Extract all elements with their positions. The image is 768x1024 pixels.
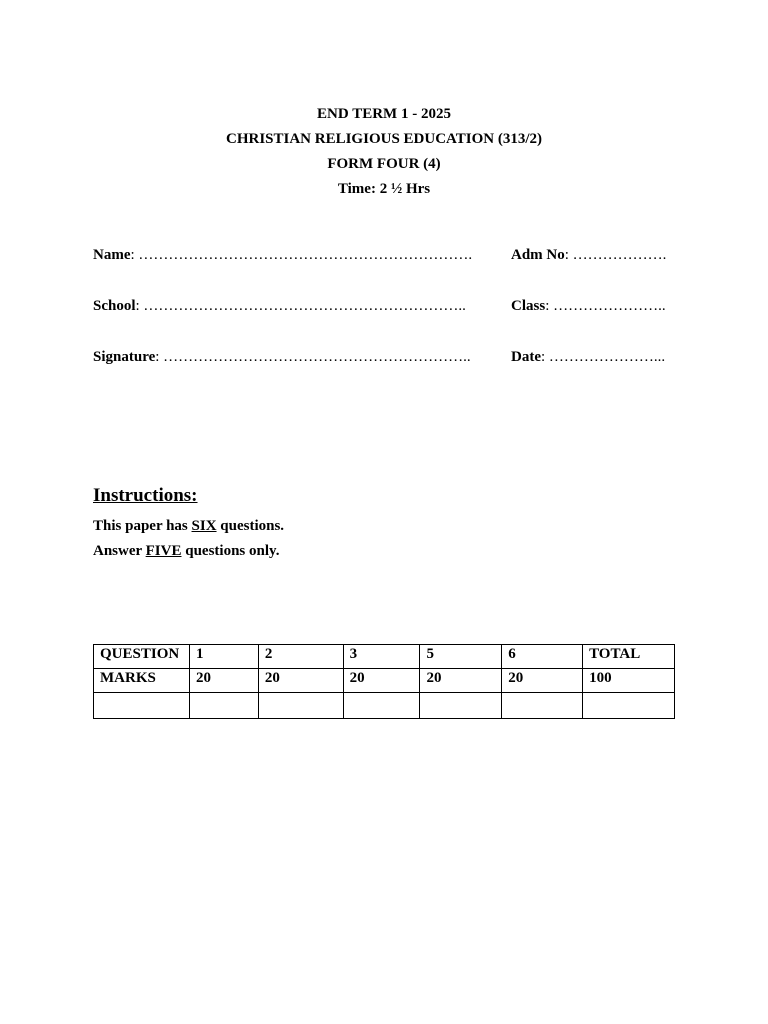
class-label: Class [511,298,546,314]
score-entry-cell[interactable] [343,693,420,719]
adm-no-label: Adm No [511,247,565,263]
table-cell: 20 [420,669,502,693]
table-row-marks [94,669,675,693]
adm-no-dots: : ………………. [564,247,667,263]
date-label: Date [511,349,541,365]
adm-no-field[interactable] [511,245,666,265]
name-label: Name [93,247,131,263]
table-cell: QUESTION [94,645,190,669]
instruction-1-pre: This paper has [93,518,192,534]
signature-dots: : …………………………………………………….. [155,349,471,365]
instruction-line-2 [93,541,693,566]
field-row-school [93,296,693,347]
table-row-question [94,645,675,669]
table-cell: 5 [420,645,502,669]
name-dots: : …………………………………………………………. [130,247,473,263]
signature-label: Signature [93,349,156,365]
field-row-name [93,245,693,296]
table-row-score-entry [94,693,675,719]
instruction-2-pre: Answer [93,543,146,559]
signature-field[interactable] [93,347,471,367]
score-entry-cell[interactable] [189,693,258,719]
instruction-1-emphasis: SIX [191,518,217,534]
date-dots: : …………………... [541,349,666,365]
school-field[interactable] [93,296,466,316]
class-field[interactable] [511,296,666,316]
table-cell: 6 [502,645,583,669]
name-field[interactable] [93,245,472,265]
school-label: School [93,298,136,314]
instructions-section [93,484,693,566]
exam-subject: CHRISTIAN RELIGIOUS EDUCATION (313/2) [225,131,543,147]
score-entry-cell[interactable] [420,693,502,719]
table-cell: 20 [258,669,343,693]
instruction-2-post: questions only. [181,543,280,559]
table-cell: 20 [343,669,420,693]
instruction-1-post: questions. [216,518,285,534]
score-entry-cell[interactable] [94,693,190,719]
table-cell: MARKS [94,669,190,693]
table-cell: TOTAL [583,645,675,669]
table-cell: 2 [258,645,343,669]
table-cell: 3 [343,645,420,669]
school-dots: : ……………………………………………………….. [135,298,466,314]
table-cell: 20 [502,669,583,693]
score-entry-cell[interactable] [258,693,343,719]
instruction-line-1 [93,516,693,541]
exam-term: END TERM 1 - 2025 [317,106,451,122]
table-cell: 100 [583,669,675,693]
date-field[interactable] [511,347,665,367]
exam-header [0,104,768,204]
instructions-heading: Instructions: [93,485,198,506]
instruction-2-emphasis: FIVE [145,543,182,559]
exam-form: FORM FOUR (4) [327,156,441,172]
field-row-signature [93,347,693,398]
score-entry-cell[interactable] [502,693,583,719]
score-entry-cell[interactable] [583,693,675,719]
table-cell: 1 [189,645,258,669]
candidate-details [93,245,693,398]
exam-time: Time: 2 ½ Hrs [337,181,431,197]
table-cell: 20 [189,669,258,693]
class-dots: : ………………….. [545,298,666,314]
marks-table [93,644,675,719]
